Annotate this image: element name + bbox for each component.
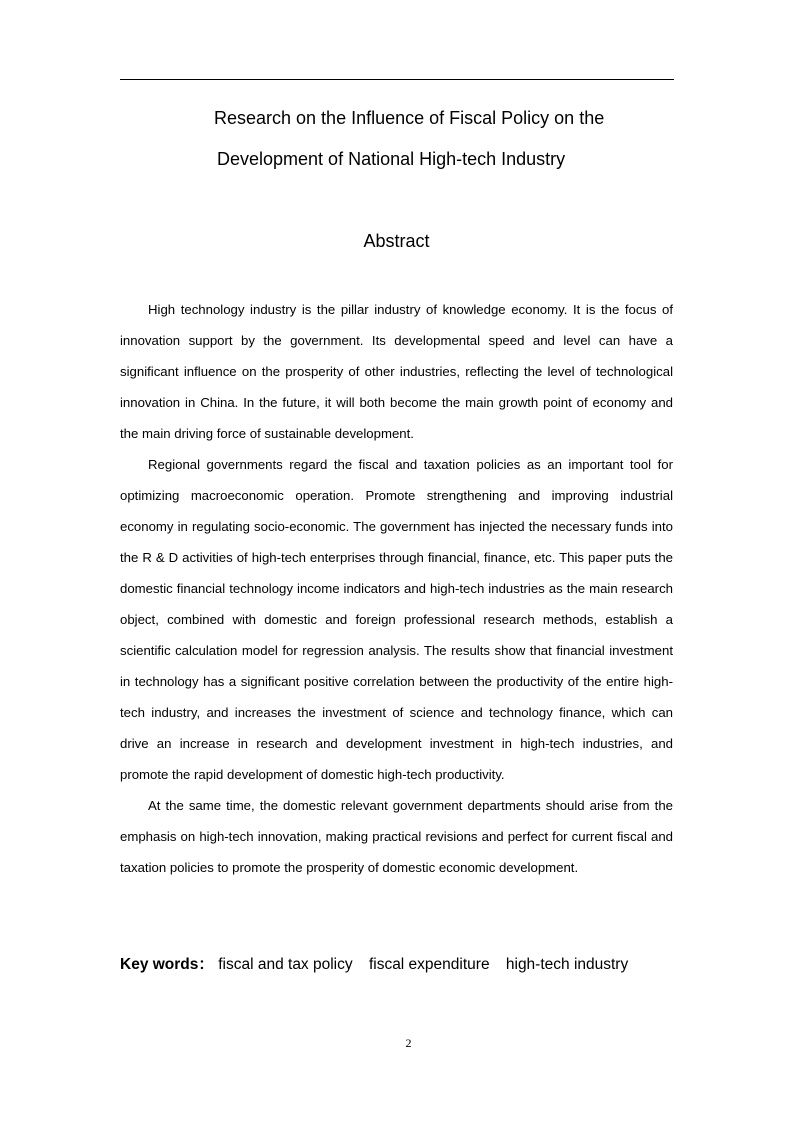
abstract-paragraph-2: Regional governments regard the fiscal and taxation policies as an important tool for optimizing macroeconomic operation. Promote strengthening and improving industrial economy in regulating socio-economic. The government has injected the necessary funds into the R & D activities of high-tech enterprises through financial, finance, etc. This paper puts the domestic financial technology income indicators and high-tech industries as the main research object, combined with domestic and foreign professional research methods, establish a scientific calculation model for regression analysis. The results show that financial investment in technology has a significant positive correlation between the productivity of the entire high-tech industry, and increases the investment of science and technology finance, which can drive an increase in research and development investment in high-tech industries, and promote the rapid development of domestic high-tech productivity. (120, 457, 673, 782)
abstract-heading: Abstract (363, 231, 430, 251)
title-line-1: Research on the Influence of Fiscal Policy on the (214, 108, 605, 128)
keywords-line (120, 954, 640, 976)
title-line-2: Development of National High-tech Industry (217, 149, 566, 169)
abstract-paragraph-1: High technology industry is the pillar industry of knowledge economy. It is the focus of innovation support by the government. Its developmental speed and level can have a significant influence on the prosperity of other industries, reflecting the level of technological innovation in China. In the future, it will both become the main growth point of economy and the main driving force of sustainable development. (120, 302, 673, 441)
keywords-label: Key words (120, 956, 199, 973)
header-rule (120, 79, 674, 80)
keyword-term: high-tech industry (505, 956, 629, 973)
keyword-term: fiscal expenditure (368, 956, 490, 973)
page-number: 2 (405, 1036, 412, 1050)
keywords-separator: ： (198, 956, 214, 973)
keyword-term: fiscal and tax policy (218, 956, 353, 973)
abstract-paragraph-3: At the same time, the domestic relevant government departments should arise from the emphasis on high-tech innovation, making practical revisions and perfect for current fiscal and taxation policies to promote the prosperity of domestic economic development. (120, 798, 673, 875)
abstract-body (120, 294, 673, 883)
